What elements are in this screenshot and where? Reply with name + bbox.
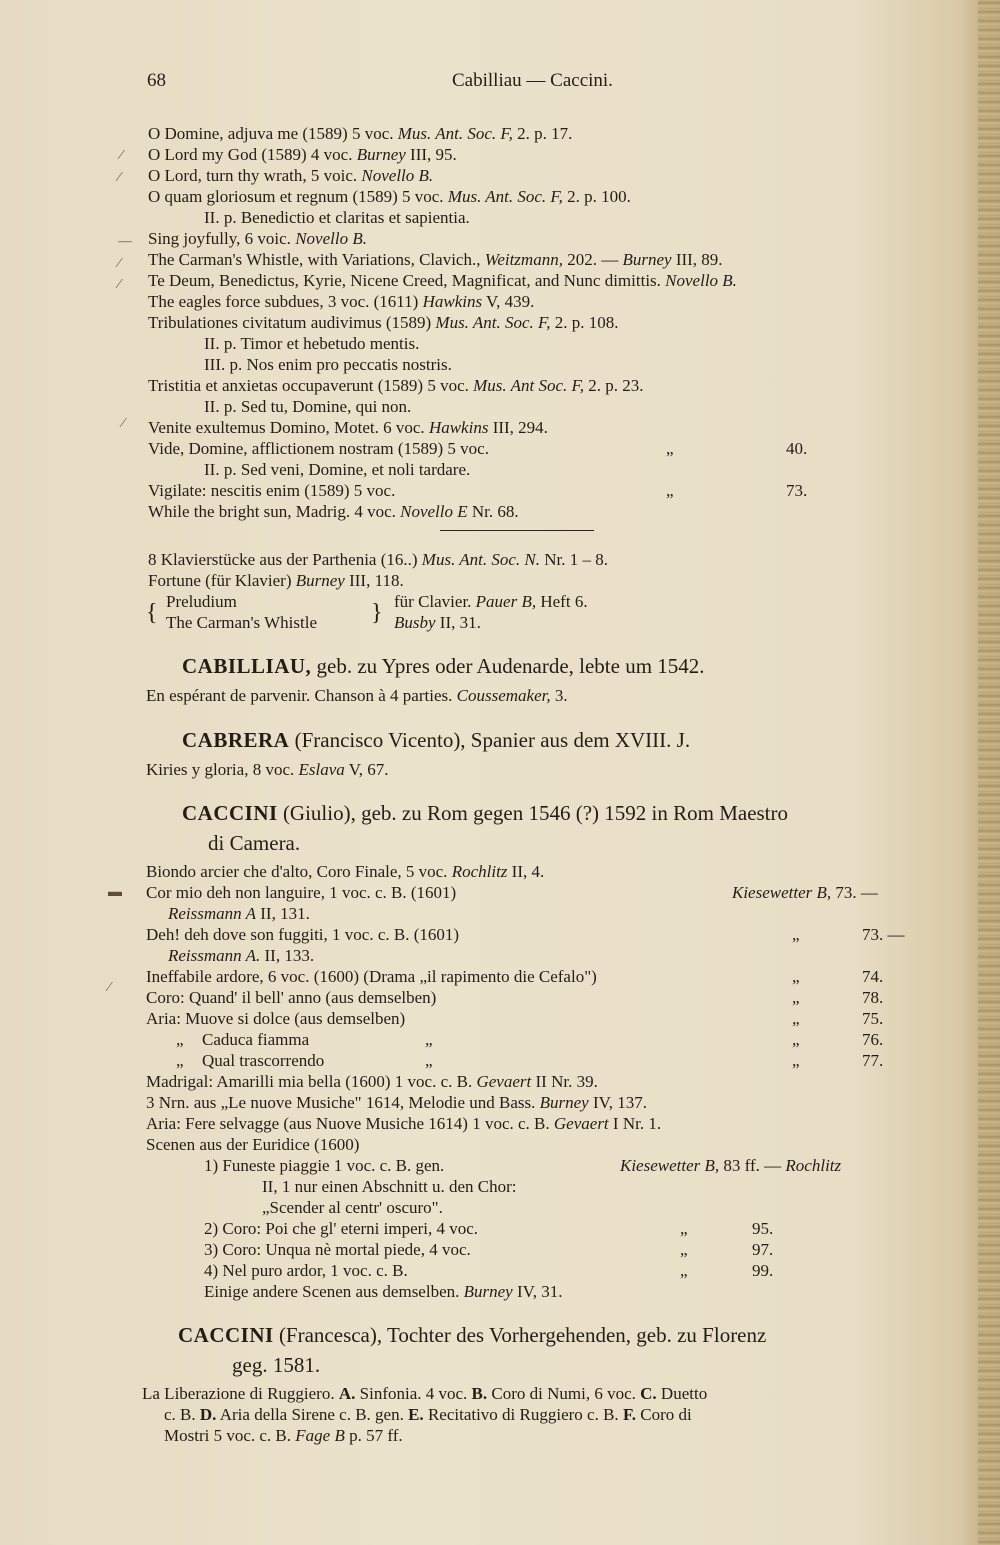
list-item: für Clavier. Pauer B, Heft 6. xyxy=(394,592,588,611)
list-item: II, 1 nur einen Abschnitt u. den Chor: xyxy=(262,1177,517,1196)
list-item: The Carman's Whistle xyxy=(166,613,317,632)
list-item: Aria: Fere selvagge (aus Nuove Musiche 1614) 1 voc. c. B. Gevaert I Nr. 1. xyxy=(146,1114,662,1133)
list-item: En espérant de parvenir. Chanson à 4 parties. Coussemaker, 3. xyxy=(146,686,568,705)
list-item: Vide, Domine, afflictionem nostram (1589) 5 voc. xyxy=(148,439,489,458)
list-item: Tribulationes civitatum audivimus (1589) Mus. Ant. Soc. F, 2. p. 108. xyxy=(148,313,619,332)
pencil-mark: ▬ xyxy=(108,885,122,900)
page-ref: 95. xyxy=(752,1219,774,1238)
list-item: Einige andere Scenen aus demselben. Burney IV, 31. xyxy=(204,1282,563,1301)
list-item: Madrigal: Amarilli mia bella (1600) 1 voc. c. B. Gevaert II Nr. 39. xyxy=(146,1072,598,1091)
list-item: Caduca fiamma xyxy=(202,1030,310,1049)
page-ref: 99. xyxy=(752,1261,774,1280)
ditto-mark: „ xyxy=(792,988,800,1007)
entry-heading: CACCINI (Francesca), Tochter des Vorhergehenden, geb. zu Florenz xyxy=(178,1323,767,1347)
ditto-mark: „ xyxy=(425,1051,433,1070)
list-item: Reissmann A II, 131. xyxy=(168,904,310,923)
page-ref: 77. xyxy=(862,1051,884,1070)
list-item: Venite exultemus Domino, Motet. 6 voc. Hawkins III, 294. xyxy=(148,418,548,437)
ditto-mark: „ xyxy=(792,925,800,944)
ditto-mark: „ xyxy=(792,1030,800,1049)
list-item: III. p. Nos enim pro peccatis nostris. xyxy=(204,355,452,374)
entry-heading: CABRERA (Francisco Vicento), Spanier aus dem XVIII. J. xyxy=(182,728,691,752)
list-item: Scenen aus der Euridice (1600) xyxy=(146,1135,360,1154)
list-item: II. p. Benedictio et claritas et sapientia. xyxy=(204,208,470,227)
page-ref: 73. — xyxy=(862,925,905,944)
left-brace: { xyxy=(146,600,158,626)
ditto-mark: „ xyxy=(176,1051,184,1070)
page-ref: 73. xyxy=(786,481,808,500)
running-title: Cabilliau — Caccini. xyxy=(452,70,613,91)
entry-heading-cont: di Camera. xyxy=(208,831,301,855)
pencil-mark: ⁄ xyxy=(120,148,123,163)
pencil-mark: ⁄ xyxy=(118,170,121,185)
list-item: Biondo arcier che d'alto, Coro Finale, 5 voc. Rochlitz II, 4. xyxy=(146,862,545,881)
list-item: Qual trascorrendo xyxy=(202,1051,325,1070)
list-item: 2) Coro: Poi che gl' eterni imperi, 4 voc. xyxy=(204,1219,479,1238)
ditto-mark: „ xyxy=(680,1219,688,1238)
list-item: 4) Nel puro ardor, 1 voc. c. B. xyxy=(204,1261,408,1280)
page-ref: 76. xyxy=(862,1030,884,1049)
list-item: The eagles force subdues, 3 voc. (1611) Hawkins V, 439. xyxy=(148,292,535,311)
list-item: Vigilate: nescitis enim (1589) 5 voc. xyxy=(148,481,396,500)
list-item: O Lord, turn thy wrath, 5 voic. Novello B. xyxy=(148,166,434,185)
list-item: La Liberazione di Ruggiero. A. Sinfonia. 4 voc. B. Coro di Numi, 6 voc. C. Duetto xyxy=(142,1384,708,1403)
page-ref: 97. xyxy=(752,1240,774,1259)
list-item: 1) Funeste piaggie 1 voc. c. B. gen. xyxy=(204,1156,445,1175)
list-item: Aria: Muove si dolce (aus demselben) xyxy=(146,1009,406,1028)
list-item: II. p. Sed tu, Domine, qui non. xyxy=(204,397,412,416)
page-ref: 74. xyxy=(862,967,884,986)
section-divider xyxy=(440,530,594,531)
entry-heading: CACCINI (Giulio), geb. zu Rom gegen 1546 (?) 1592 in Rom Maestro xyxy=(182,801,789,825)
list-item: II. p. Timor et hebetudo mentis. xyxy=(204,334,420,353)
entry-heading: CABILLIAU, geb. zu Ypres oder Audenarde, lebte um 1542. xyxy=(182,654,705,678)
list-item: O Lord my God (1589) 4 voc. Burney III, 95. xyxy=(148,145,457,164)
page-number: 68 xyxy=(147,70,166,91)
list-item: Te Deum, Benedictus, Kyrie, Nicene Creed, Magnificat, and Nunc dimittis. Novello B. xyxy=(148,271,737,290)
list-item: Deh! deh dove son fuggiti, 1 voc. c. B. (1601) xyxy=(146,925,460,944)
ditto-mark: „ xyxy=(792,967,800,986)
ditto-mark: „ xyxy=(680,1240,688,1259)
page-ref: 78. xyxy=(862,988,884,1007)
pencil-mark: ⁄ xyxy=(118,277,121,292)
entry-heading-cont: geg. 1581. xyxy=(232,1353,321,1377)
list-item: c. B. D. Aria della Sirene c. B. gen. E. Recitativo di Ruggiero c. B. F. Coro di xyxy=(164,1405,692,1424)
list-item: Kiesewetter B, 73. — xyxy=(732,883,878,902)
list-item: O Domine, adjuva me (1589) 5 voc. Mus. Ant. Soc. F, 2. p. 17. xyxy=(148,124,573,143)
page-ref: 75. xyxy=(862,1009,884,1028)
list-item: Tristitia et anxietas occupaverunt (1589) 5 voc. Mus. Ant Soc. F, 2. p. 23. xyxy=(148,376,644,395)
pencil-mark: — xyxy=(118,234,132,249)
pencil-mark: ⁄ xyxy=(118,256,121,271)
ditto-mark: „ xyxy=(666,439,674,458)
ditto-mark: „ xyxy=(425,1030,433,1049)
list-item: Ineffabile ardore, 6 voc. (1600) (Drama „il rapimento die Cefalo") xyxy=(146,967,597,986)
list-item: Sing joyfully, 6 voic. Novello B. xyxy=(148,229,367,248)
page-edge xyxy=(978,0,1000,1545)
list-item: Busby II, 31. xyxy=(394,613,481,632)
list-item: Cor mio deh non languire, 1 voc. c. B. (1601) xyxy=(146,883,457,902)
list-item: Kiesewetter B, 83 ff. — Rochlitz xyxy=(620,1156,842,1175)
list-item: Coro: Quand' il bell' anno (aus demselben) xyxy=(146,988,437,1007)
list-item: O quam gloriosum et regnum (1589) 5 voc. Mus. Ant. Soc. F, 2. p. 100. xyxy=(148,187,631,206)
ditto-mark: „ xyxy=(666,481,674,500)
right-brace: } xyxy=(371,600,383,626)
ditto-mark: „ xyxy=(792,1051,800,1070)
list-item: While the bright sun, Madrig. 4 voc. Novello E Nr. 68. xyxy=(148,502,519,521)
list-item: 3 Nrn. aus „Le nuove Musiche" 1614, Melodie und Bass. Burney IV, 137. xyxy=(146,1093,647,1112)
list-item: „Scender al centr' oscuro". xyxy=(262,1198,443,1217)
list-item: The Carman's Whistle, with Variations, Clavich., Weitzmann, 202. — Burney III, 89. xyxy=(148,250,723,269)
list-item: Mostri 5 voc. c. B. Fage B p. 57 ff. xyxy=(164,1426,403,1445)
list-item: Preludium xyxy=(166,592,237,611)
ditto-mark: „ xyxy=(680,1261,688,1280)
pencil-mark: ⁄ xyxy=(122,416,125,431)
page-ref: 40. xyxy=(786,439,808,458)
list-item: Fortune (für Klavier) Burney III, 118. xyxy=(148,571,404,590)
list-item: II. p. Sed veni, Domine, et noli tardare. xyxy=(204,460,471,479)
list-item: Kiries y gloria, 8 voc. Eslava V, 67. xyxy=(146,760,389,779)
list-item: 8 Klavierstücke aus der Parthenia (16..) Mus. Ant. Soc. N. Nr. 1 – 8. xyxy=(148,550,609,569)
pencil-mark: ⁄ xyxy=(108,980,111,995)
ditto-mark: „ xyxy=(176,1030,184,1049)
list-item: Reissmann A. II, 133. xyxy=(168,946,315,965)
ditto-mark: „ xyxy=(792,1009,800,1028)
list-item: 3) Coro: Unqua nè mortal piede, 4 voc. xyxy=(204,1240,471,1259)
